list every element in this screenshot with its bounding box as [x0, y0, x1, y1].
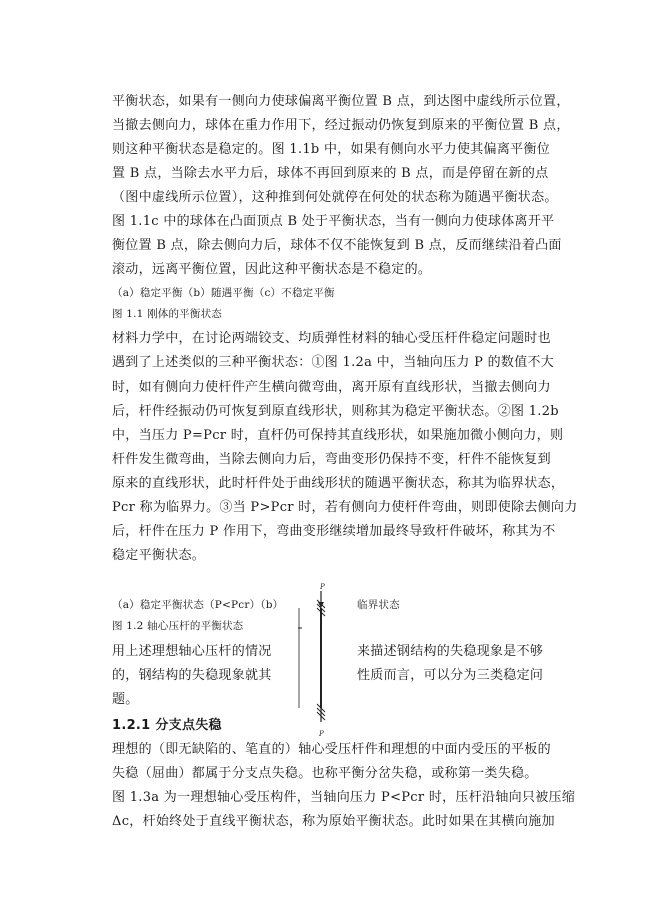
- text-line: 则这种平衡状态是稳定的。图 1.1b 中，如果有侧向水平力使其偏离平衡位: [112, 142, 551, 157]
- text-line: （图中虚线所示位置），这种推到何处就停在何处的状态称为随遇平衡状态。: [112, 190, 558, 205]
- text-line: 性质而言，可以分为三类稳定问: [357, 668, 544, 683]
- text-line: 理想的（即无缺陷的、笔直的）轴心受压杆件和理想的中面内受压的平板的: [112, 742, 551, 757]
- text-line: 题。: [112, 692, 139, 707]
- text-line: 当撤去侧向力，球体在重力作用下，经过振动仍恢复到原来的平衡位置 B 点，: [112, 118, 570, 133]
- text-line: 平衡状态，如果有一侧向力使球偏离平衡位置 B 点，到达图中虚线所示位置，: [112, 94, 570, 109]
- text-line: 图 1.3a 为一理想轴心受压构件，当轴向压力 P<Pcr 时，压杆沿轴向只被压缩: [112, 790, 576, 805]
- figure-subcaption: （a）稳定平衡（b）随遇平衡（c）不稳定平衡: [112, 287, 335, 299]
- text-line: Δc，杆始终处于直线平衡状态，称为原始平衡状态。此时如果在其横向施加: [112, 814, 555, 829]
- text-line: 来描述钢结构的失稳现象是不够: [357, 644, 544, 659]
- text-line: 衡位置 B 点，除去侧向力后，球体不仅不能恢复到 B 点，反而继续沿着凸面: [112, 238, 562, 253]
- arrow-head: [318, 602, 324, 608]
- text-line: 原来的直线形状，此时杆件处于曲线形状的随遇平衡状态，称其为临界状态，: [112, 476, 565, 491]
- text-line: Pcr 称为临界力。③当 P>Pcr 时，若有侧向力使杆件弯曲，则即使除去侧向力: [112, 500, 578, 515]
- text-line: 中，当压力 P=Pcr 时，直杆仍可保持其直线形状，如果施加微小侧向力，则: [112, 428, 564, 443]
- text-line: 滚动，远离平衡位置，因此这种平衡状态是不稳定的。: [112, 262, 432, 277]
- text-line: 材料力学中，在讨论两端铰支、均质弹性材料的轴心受压杆件稳定问题时也: [112, 331, 551, 346]
- figure-subcaption-right: 临界状态: [357, 599, 400, 611]
- text-line: 的，钢结构的失稳现象就其: [112, 668, 272, 683]
- axial-column-figure: [280, 580, 340, 740]
- text-line: 后，杆件经振动仍可恢复到原直线形状，则称其为稳定平衡状态。②图 1.2b: [112, 404, 559, 419]
- text-line: 遇到了上述类似的三种平衡状态：①图 1.2a 中，当轴向压力 P 的数值不大: [112, 355, 555, 370]
- text-line: 失稳（屈曲）都属于分支点失稳。也称平衡分岔失稳，或称第一类失稳。: [112, 766, 538, 781]
- column-diagram: [280, 580, 340, 740]
- figure-caption: 图 1.2 轴心压杆的平衡状态: [112, 620, 244, 632]
- figure-caption: 图 1.1 刚体的平衡状态: [112, 308, 222, 320]
- text-line: 稳定平衡状态。: [112, 548, 206, 563]
- figure-subcaption: （a）稳定平衡状态（P<Pcr）（b）: [112, 599, 284, 611]
- load-label-top: P: [320, 583, 325, 591]
- text-line: 图 1.1c 中的球体在凸面顶点 B 处于平衡状态，当有一侧向力使球体离开平: [112, 214, 555, 229]
- text-line: 杆件发生微弯曲，当除去侧向力后，弯曲变形仍保持不变，杆件不能恢复到: [112, 452, 551, 467]
- text-line: 用上述理想轴心压杆的情况: [112, 644, 272, 659]
- text-line: 后，杆件在压力 P 作用下，弯曲变形继续增加最终导致杆件破坏，称其为不: [112, 524, 556, 539]
- text-line: 置 B 点，当除去水平力后，球体不再回到原来的 B 点，而是停留在新的点: [112, 166, 549, 181]
- section-heading: 1.2.1 分支点失稳: [112, 718, 222, 733]
- load-label-bottom: P: [319, 730, 324, 738]
- text-line: 时，如有侧向力使杆件产生横向微弯曲，离开原有直线形状，当撤去侧向力: [112, 380, 551, 395]
